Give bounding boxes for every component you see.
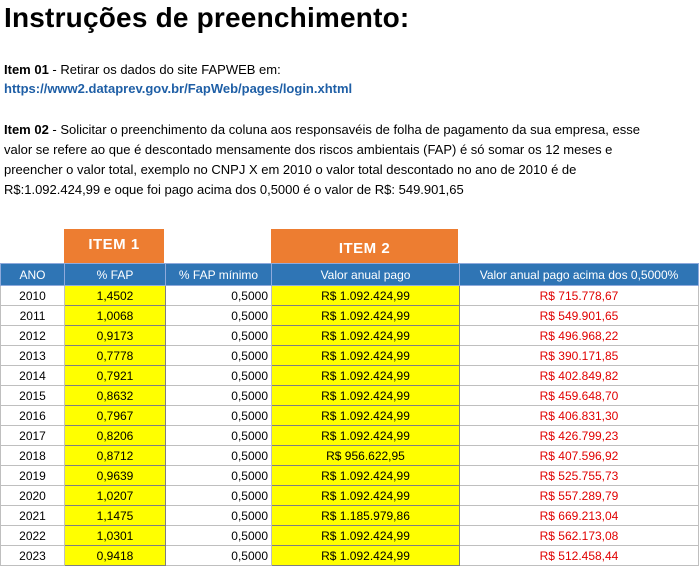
cell-fap-minimo[interactable]: 0,5000 xyxy=(166,486,272,506)
cell-valor-acima[interactable]: R$ 549.901,65 xyxy=(460,306,699,326)
table-row xyxy=(1,366,699,386)
cell-fap[interactable]: 0,9173 xyxy=(65,326,166,346)
cell-fap[interactable]: 0,8206 xyxy=(65,426,166,446)
item2-badge: ITEM 2 xyxy=(271,229,458,263)
item1-badge: ITEM 1 xyxy=(64,229,164,263)
header-fap-minimo: % FAP mínimo xyxy=(166,264,272,286)
cell-fap-minimo[interactable]: 0,5000 xyxy=(166,386,272,406)
cell-fap[interactable]: 1,0068 xyxy=(65,306,166,326)
cell-valor-acima[interactable]: R$ 669.213,04 xyxy=(460,506,699,526)
cell-fap[interactable]: 1,4502 xyxy=(65,286,166,306)
cell-fap-minimo[interactable]: 0,5000 xyxy=(166,506,272,526)
item02-text-1: - Solicitar o preenchimento da coluna aos responsavéis de folha de pagamento da sua empresa, esse xyxy=(48,122,640,137)
cell-ano[interactable]: 2020 xyxy=(1,486,65,506)
cell-fap[interactable]: 1,0207 xyxy=(65,486,166,506)
cell-valor-anual[interactable]: R$ 1.092.424,99 xyxy=(272,526,460,546)
cell-fap-minimo[interactable]: 0,5000 xyxy=(166,546,272,566)
cell-valor-acima[interactable]: R$ 512.458,44 xyxy=(460,546,699,566)
cell-valor-acima[interactable]: R$ 426.799,23 xyxy=(460,426,699,446)
header-valor-anual: Valor anual pago xyxy=(272,264,460,286)
cell-valor-acima[interactable]: R$ 562.173,08 xyxy=(460,526,699,546)
cell-ano[interactable]: 2023 xyxy=(1,546,65,566)
table-row xyxy=(1,486,699,506)
table-row xyxy=(1,286,699,306)
item02-label: Item 02 xyxy=(4,122,49,137)
table-header-row xyxy=(1,264,699,286)
cell-fap-minimo[interactable]: 0,5000 xyxy=(166,366,272,386)
item02-instruction xyxy=(4,120,640,200)
fapweb-link[interactable]: https://www2.dataprev.gov.br/FapWeb/pages/login.xhtml xyxy=(4,81,353,96)
cell-valor-acima[interactable]: R$ 525.755,73 xyxy=(460,466,699,486)
cell-valor-acima[interactable]: R$ 557.289,79 xyxy=(460,486,699,506)
cell-fap[interactable]: 0,7967 xyxy=(65,406,166,426)
page-title: Instruções de preenchimento: xyxy=(4,2,410,33)
item02-line-2: valor se refere ao que é descontado mensamente dos riscos ambientais (FAP) é só somar os 12 meses e xyxy=(4,142,613,157)
cell-valor-anual[interactable]: R$ 1.185.979,86 xyxy=(272,506,460,526)
table-row xyxy=(1,306,699,326)
item02-line-3: preencher o valor total, exemplo no CNPJ X em 2010 o valor total descontado no ano de 2010 é de xyxy=(4,162,577,177)
cell-fap-minimo[interactable]: 0,5000 xyxy=(166,286,272,306)
cell-valor-acima[interactable]: R$ 407.596,92 xyxy=(460,446,699,466)
item02-line-1 xyxy=(4,120,640,140)
cell-ano[interactable]: 2021 xyxy=(1,506,65,526)
cell-ano[interactable]: 2012 xyxy=(1,326,65,346)
cell-valor-acima[interactable]: R$ 715.778,67 xyxy=(460,286,699,306)
table-row xyxy=(1,526,699,546)
cell-ano[interactable]: 2017 xyxy=(1,426,65,446)
cell-fap-minimo[interactable]: 0,5000 xyxy=(166,406,272,426)
cell-fap-minimo[interactable]: 0,5000 xyxy=(166,426,272,446)
cell-valor-anual[interactable]: R$ 1.092.424,99 xyxy=(272,346,460,366)
cell-valor-acima[interactable]: R$ 406.831,30 xyxy=(460,406,699,426)
cell-fap-minimo[interactable]: 0,5000 xyxy=(166,446,272,466)
table-row xyxy=(1,386,699,406)
cell-valor-anual[interactable]: R$ 1.092.424,99 xyxy=(272,486,460,506)
cell-valor-anual[interactable]: R$ 1.092.424,99 xyxy=(272,366,460,386)
cell-ano[interactable]: 2016 xyxy=(1,406,65,426)
cell-ano[interactable]: 2019 xyxy=(1,466,65,486)
cell-fap[interactable]: 1,0301 xyxy=(65,526,166,546)
cell-valor-anual[interactable]: R$ 1.092.424,99 xyxy=(272,306,460,326)
cell-fap[interactable]: 0,9418 xyxy=(65,546,166,566)
item01-label: Item 01 xyxy=(4,62,49,77)
cell-fap-minimo[interactable]: 0,5000 xyxy=(166,346,272,366)
cell-valor-anual[interactable]: R$ 1.092.424,99 xyxy=(272,466,460,486)
cell-valor-acima[interactable]: R$ 402.849,82 xyxy=(460,366,699,386)
cell-fap-minimo[interactable]: 0,5000 xyxy=(166,306,272,326)
table-row xyxy=(1,326,699,346)
cell-fap[interactable]: 0,8632 xyxy=(65,386,166,406)
cell-ano[interactable]: 2018 xyxy=(1,446,65,466)
item01-instruction xyxy=(4,60,281,80)
header-ano: ANO xyxy=(1,264,65,286)
table-row xyxy=(1,466,699,486)
cell-valor-anual[interactable]: R$ 1.092.424,99 xyxy=(272,546,460,566)
cell-valor-anual[interactable]: R$ 1.092.424,99 xyxy=(272,426,460,446)
cell-valor-anual[interactable]: R$ 1.092.424,99 xyxy=(272,326,460,346)
cell-valor-anual[interactable]: R$ 1.092.424,99 xyxy=(272,386,460,406)
table-row xyxy=(1,406,699,426)
cell-fap-minimo[interactable]: 0,5000 xyxy=(166,326,272,346)
cell-fap[interactable]: 0,7921 xyxy=(65,366,166,386)
table-row xyxy=(1,506,699,526)
cell-valor-acima[interactable]: R$ 496.968,22 xyxy=(460,326,699,346)
table-row xyxy=(1,446,699,466)
header-valor-acima: Valor anual pago acima dos 0,5000% xyxy=(460,264,699,286)
cell-ano[interactable]: 2013 xyxy=(1,346,65,366)
cell-fap-minimo[interactable]: 0,5000 xyxy=(166,466,272,486)
cell-fap[interactable]: 1,1475 xyxy=(65,506,166,526)
cell-fap[interactable]: 0,8712 xyxy=(65,446,166,466)
cell-fap-minimo[interactable]: 0,5000 xyxy=(166,526,272,546)
table-row xyxy=(1,426,699,446)
cell-valor-anual[interactable]: R$ 1.092.424,99 xyxy=(272,286,460,306)
cell-ano[interactable]: 2014 xyxy=(1,366,65,386)
item01-text: - Retirar os dados do site FAPWEB em: xyxy=(48,62,281,77)
item02-line-4: R$:1.092.424,99 e oque foi pago acima dos 0,5000 é o valor de R$: 549.901,65 xyxy=(4,182,464,197)
cell-ano[interactable]: 2011 xyxy=(1,306,65,326)
cell-valor-anual[interactable]: R$ 956.622,95 xyxy=(272,446,460,466)
fap-table xyxy=(0,263,699,566)
cell-valor-acima[interactable]: R$ 390.171,85 xyxy=(460,346,699,366)
table-row xyxy=(1,546,699,566)
cell-ano[interactable]: 2015 xyxy=(1,386,65,406)
table-row xyxy=(1,346,699,366)
cell-valor-anual[interactable]: R$ 1.092.424,99 xyxy=(272,406,460,426)
cell-fap[interactable]: 0,9639 xyxy=(65,466,166,486)
cell-ano[interactable]: 2010 xyxy=(1,286,65,306)
cell-ano[interactable]: 2022 xyxy=(1,526,65,546)
cell-fap[interactable]: 0,7778 xyxy=(65,346,166,366)
header-fap: % FAP xyxy=(65,264,166,286)
cell-valor-acima[interactable]: R$ 459.648,70 xyxy=(460,386,699,406)
